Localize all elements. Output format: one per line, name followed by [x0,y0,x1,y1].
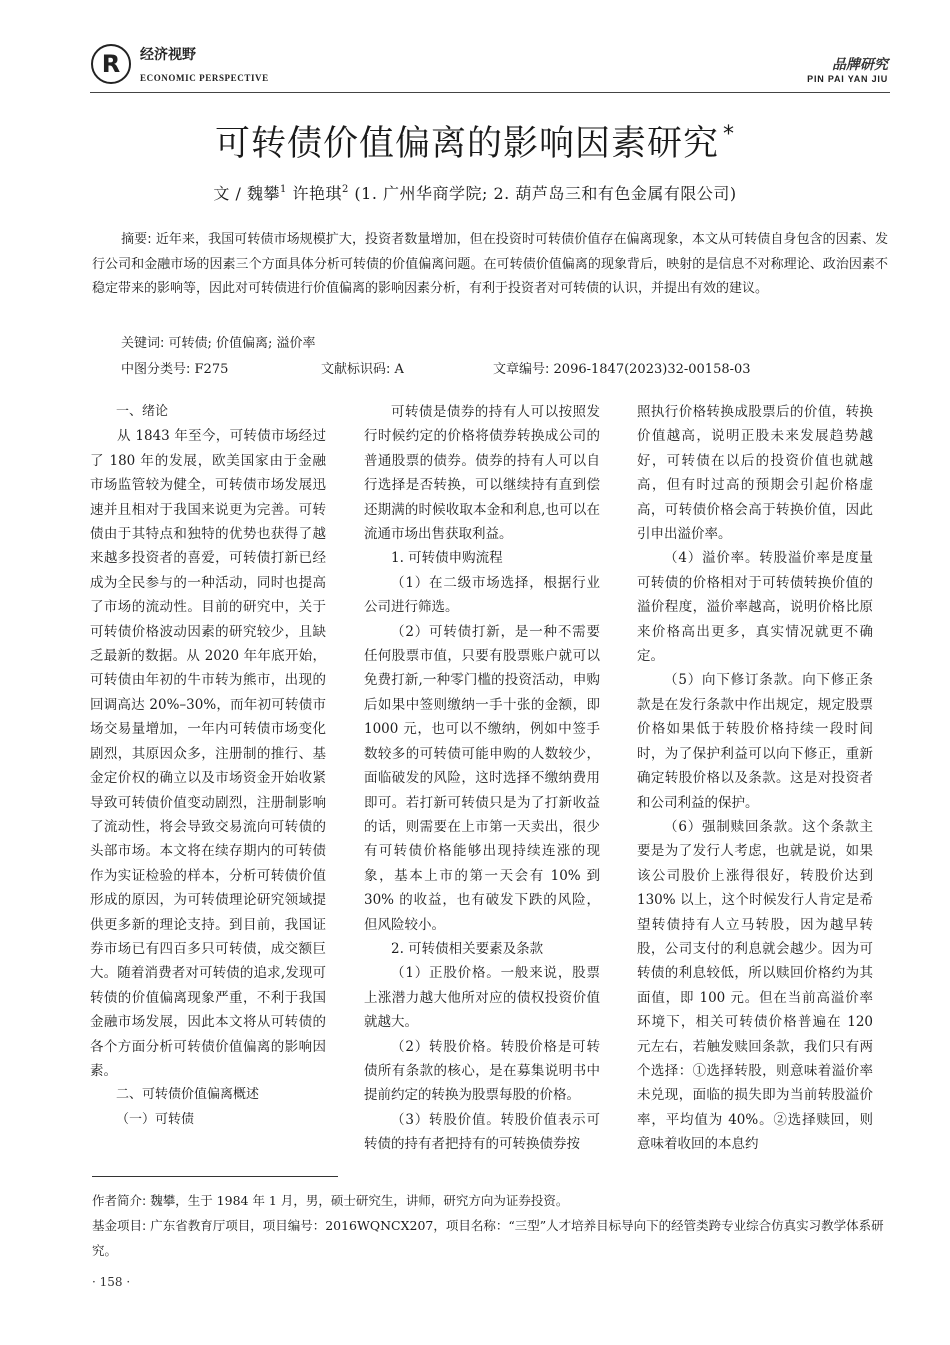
article-number-label: 文章编号: [493,362,550,377]
column-1 [90,400,326,1132]
abstract-text: 近年来，我国可转债市场规模扩大，投资者数量增加，但在投资时可转债价值存在偏离现象，本文从可转债自身包含的因素、发行公司和金融市场的因素三个方面具体分析可转债的价值偏离问题。在可转债价值偏离的现象背后，映射的是信息不对称理论、政治因素不稳定带来的影响等，因此对可转债进行价值偏离的影响因素分析，有利于投资者对可转债的认识，并提出有效的建议。 [92,232,888,296]
subsection-heading: 2. 可转债相关要素及条款 [391,940,544,957]
header-divider [90,92,890,93]
keywords-label: 关键词: [121,336,165,351]
abstract [92,228,888,302]
author-line [0,181,950,204]
title-footnote-mark: * [723,122,735,147]
paper-title [0,116,950,166]
fund-text: 广东省教育厅项目，项目编号：2016WQNCX207，项目名称：“三型”人才培养目标导向下的经管类跨专业综合仿真实习教学体系研究。 [92,1218,884,1258]
author-1: 文 / 魏攀 [213,184,280,203]
section-heading-overview: 二、可转债价值偏离概述 [116,1087,260,1103]
author-1-sup: 1 [279,184,287,195]
column-3 [637,400,873,1157]
subsection-heading: 1. 可转债申购流程 [391,550,503,567]
keywords-text: 可转债; 价值偏离; 溢价率 [168,336,316,351]
page-number: · 158 · [92,1275,131,1289]
footnotes [92,1188,890,1263]
paragraph: 可转债是债券的持有人可以按照发行时候约定的价格将债券转换成公司的普通股票的债券。债券的持有人可以自行选择是否转换，可以继续持有直到偿还期满的时候收取本金和利息,也可以在流通市场出售获取利益。 [364,404,600,543]
affiliations: (1. 广州华商学院; 2. 葫芦岛三和有色金属有限公司) [354,184,737,203]
doc-code-value: A [394,362,404,377]
journal-name-cn: 经济视野 [140,47,196,63]
fund-label: 基金项目: [92,1218,147,1233]
keywords-row [121,332,316,351]
section-heading-intro: 一、绪论 [116,404,169,419]
paragraph: （2）转股价格。转股价格是可转债所有条款的核心，是在募集说明书中提前约定的转换为股票每股的价格。 [364,1038,600,1104]
doc-code-row [321,358,404,377]
journal-name-en: ECONOMIC PERSPECTIVE [140,73,269,83]
fund-info [92,1213,890,1263]
author-2: 许艳琪 [286,184,342,203]
paragraph: 从 1843 年至今，可转债市场经过了 180 年的发展，欧美国家由于金融市场监管较为健全，可转债市场发展迅速并且相对于我国来说更为完善。可转债由于其特点和独特的优势也获得了越来越多投资者的喜爱，可转债打新已经成为全民参与的一种活动，同时也提高了市场的流动性。目前的研究中，关于可转债价格波动因素的研究较少，且缺乏最新的数据。从 2020 年年底开始，可转债由年初的牛市转为熊市，出现的回调高达 20%–30%，而年初可转债市场交易量增加，一年内可转债市场变化剧烈，其原因众多，注册制的推行、基金定价权的确立以及市场资金开始收紧导致可转债价值变动剧烈，注册制影响了流动性，将会导致交易流向可转债的头部市场。本文将在续存期内的可转债作为实证检验的样本，分析可转债价值形成的原因，为可转债理论研究领域提供更多新的理论支持。到目前，我国证券市场已有四百多只可转债，成交额巨大。随着消费者对可转债的追求,发现可转债的价值偏离现象严重，不利于我国金融市场发展，因此本文将从可转债的各个方面分析可转债价值偏离的影响因素。 [90,428,326,1079]
paragraph: （6）强制赎回条款。这个条款主要是为了发行人考虑，也就是说，如果该公司股价上涨得很好，转股价达到 130% 以上，这个时候发行人肯定是希望转债持有人立马转股，因为越早转股，公司支付的利息就会越少。因为可转债的利息较低，所以赎回价格约为其面值，即 100 元。但在当前高溢价率环境下，相关可转债价格普遍在 120 元左右，若触发赎回条款，我们只有两个选择：①选择转股，则意味着溢价率未兑现，面临的损失即为当前转股溢价率，平均值为 40%。②选择赎回，则意味着收回的本息约 [637,818,873,1153]
article-number-row [493,358,751,377]
author-bio [92,1188,890,1213]
subsection-heading: （一）可转债 [116,1111,195,1127]
paragraph: （1）正股价格。一般来说，股票上涨潜力越大他所对应的债权投资价值就越大。 [364,965,600,1031]
clc-value: F275 [194,362,229,377]
paragraph: （3）转股价值。转股价值表示可转债的持有者把持有的可转换债券按 [364,1111,600,1153]
paragraph: （5）向下修订条款。向下修正条款是在发行条款中作出规定，规定股票价格如果低于转股价格持续一段时间时，为了保护利益可以向下修正，重新确定转股价格以及条款。这是对投资者和公司利益的保护。 [637,672,873,811]
journal-logo: R [91,44,131,84]
author-bio-label: 作者简介: [92,1193,147,1208]
paragraph: （4）溢价率。转股溢价率是度量可转债的价格相对于可转债转换价值的溢价程度，溢价率越高，说明价格比原来价格高出更多，真实情况就更不确定。 [637,550,873,665]
abstract-label: 摘要: [121,232,152,247]
footnote-divider [92,1176,338,1177]
paragraph: （1）在二级市场选择，根据行业公司进行筛选。 [364,574,600,616]
paragraph: （2）可转债打新，是一种不需要任何股票市值，只要有股票账户就可以免费打新,一种零门槛的投资活动，申购后如果中签则缴纳一手十张的金额，即 1000 元，也可以不缴纳，例如中签手数较多的可转债可能申购的人数较少，面临破发的风险，这时选择不缴纳费用即可。若打新可转债只是为了打新收益的话，则需要在上市第一天卖出，很少有可转债价格能够出现持续连涨的现象，基本上市的第一天会有 10% 到 30% 的收益，也有破发下跌的风险，但风险较小。 [364,623,600,933]
doc-code-label: 文献标识码: [321,362,391,377]
column-2 [364,400,600,1157]
article-number-value: 2096-1847(2023)32-00158-03 [553,362,751,377]
section-name-cn: 品牌研究 [832,57,888,73]
author-2-sup: 2 [341,184,349,195]
clc-row [121,358,228,377]
paper-title-text: 可转债价值偏离的影响因素研究 [214,124,719,164]
clc-label: 中图分类号: [121,362,191,377]
author-bio-text: 魏攀，生于 1984 年 1 月，男，硕士研究生，讲师，研究方向为证券投资。 [150,1193,569,1208]
section-name-en: PIN PAI YAN JIU [807,74,888,84]
paragraph: 照执行价格转换成股票后的价值，转换价值越高，说明正股未来发展趋势越好，可转债在以后的投资价值也就越高，但有时过高的预期会引起价格虚高，可转债价格会高于转换价值，因此引申出溢价率。 [637,404,873,543]
